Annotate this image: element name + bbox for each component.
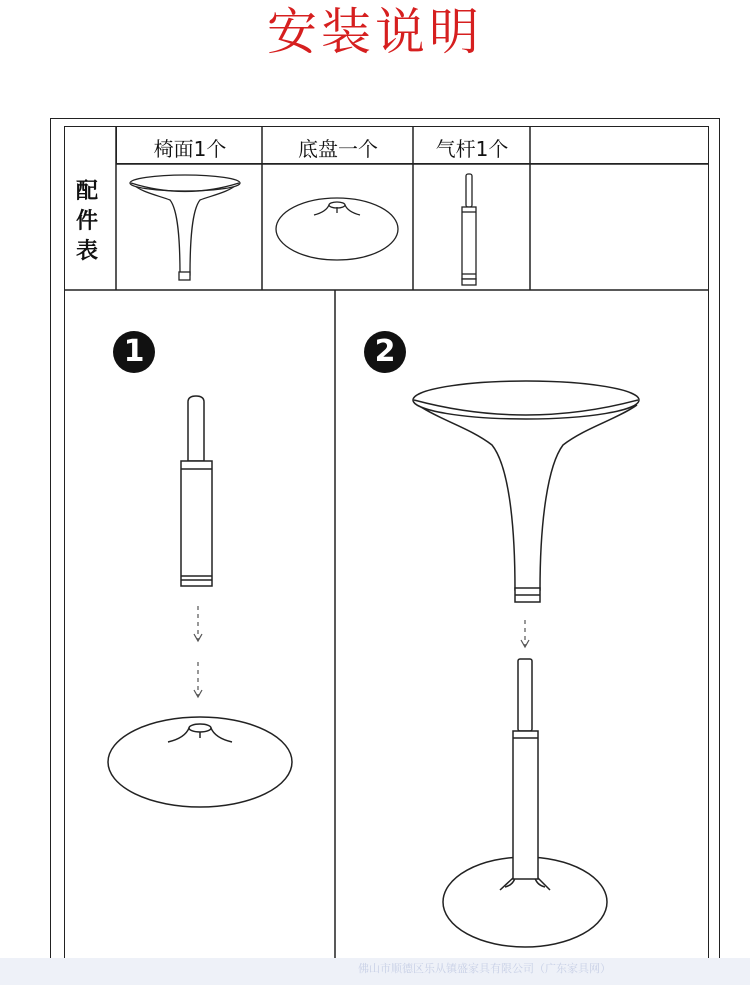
column-header-base: 底盘一个 bbox=[298, 137, 378, 161]
step1-arrows bbox=[194, 606, 202, 697]
column-header-gas-lift: 气杆1个 bbox=[435, 137, 509, 161]
column-header-seat: 椅面1个 bbox=[153, 137, 227, 161]
step1-base bbox=[108, 717, 292, 807]
part-seat-drawing bbox=[130, 175, 240, 280]
watermark-text: 佛山市顺德区乐从镇盛家具有限公司（广东家具网） bbox=[358, 962, 611, 975]
step2-arrow bbox=[521, 620, 529, 647]
part-gas-lift-drawing bbox=[462, 174, 476, 285]
step2-assembled-base bbox=[443, 659, 607, 947]
step1-number: 1 bbox=[123, 334, 145, 369]
page-title: 安装说明 bbox=[267, 3, 483, 61]
step1-gas-lift bbox=[181, 396, 212, 586]
parts-table-side-label: 配件表 bbox=[75, 178, 98, 264]
step2-seat bbox=[413, 381, 639, 602]
part-base-drawing bbox=[276, 198, 398, 260]
step2-number: 2 bbox=[374, 334, 396, 369]
